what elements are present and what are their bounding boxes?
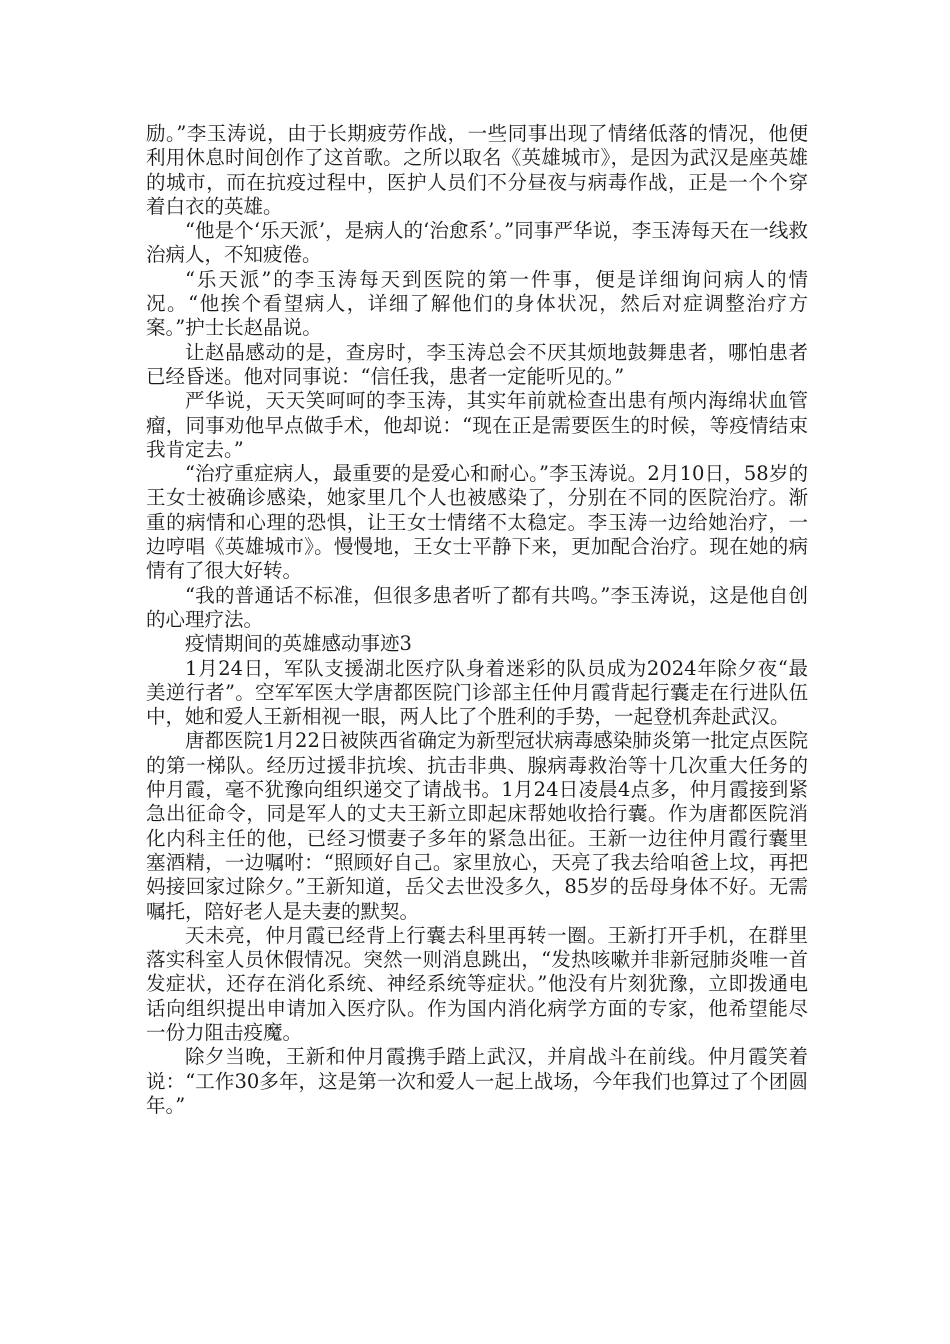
paragraph: “治疗重症病人，最重要的是爱心和耐心。”李玉涛说。2月10日，58岁的王女士被确诊感染，她家里几个人也被感染了，分别在不同的医院治疗。渐重的病情和心理的恐惧，让王女士情绪不太稳定。李玉涛一边给她治疗，一边哼唱《英雄城市》。慢慢地，王女士平静下来，更加配合治疗。现在她的病情有了很大好转。 <box>146 462 808 583</box>
paragraph: “乐天派”的李玉涛每天到医院的第一件事，便是详细询问病人的情况。“他挨个看望病人，详细了解他们的身体状况，然后对症调整治疗方案。”护士长赵晶说。 <box>146 267 808 340</box>
section-heading: 疫情期间的英雄感动事迹3 <box>185 632 412 656</box>
document-page <box>146 122 808 1118</box>
paragraph: 让赵晶感动的是，查房时，李玉涛总会不厌其烦地鼓舞患者，哪怕患者已经昏迷。他对同事说：“信任我，患者一定能听见的。” <box>146 340 808 388</box>
paragraph: 1月24日，军队支援湖北医疗队身着迷彩的队员成为2024年除夕夜“最美逆行者”。空军军医大学唐都医院门诊部主任仲月霞背起行囊走在行进队伍中，她和爱人王新相视一眼，两人比了个胜利的手势，一起登机奔赴武汉。 <box>146 656 808 729</box>
paragraph: 天未亮，仲月霞已经背上行囊去科里再转一圈。王新打开手机，在群里落实科室人员休假情况。突然一则消息跳出，“发热咳嗽并非新冠肺炎唯一首发症状，还存在消化系统、神经系统等症状。”他没有片刻犹豫，立即拨通电话向组织提出申请加入医疗队。作为国内消化病学方面的专家，他希望能尽一份力阻击疫魔。 <box>146 923 808 1044</box>
paragraph: “他是个‘乐天派’，是病人的‘治愈系’。”同事严华说，李玉涛每天在一线救治病人，不知疲倦。 <box>146 219 808 267</box>
paragraph-continuation: 励。”李玉涛说，由于长期疲劳作战，一些同事出现了情绪低落的情况，他便利用休息时间创作了这首歌。之所以取名《英雄城市》，是因为武汉是座英雄的城市，而在抗疫过程中，医护人员们不分昼夜与病毒作战，正是一个个穿着白衣的英雄。 <box>146 122 808 218</box>
paragraph: 除夕当晚，王新和仲月霞携手踏上武汉，并肩战斗在前线。仲月霞笑着说：“工作30多年，这是第一次和爱人一起上战场，今年我们也算过了个团圆年。” <box>146 1045 808 1117</box>
paragraph: “我的普通话不标准，但很多患者听了都有共鸣。”李玉涛说，这是他自创的心理疗法。 <box>146 583 808 631</box>
paragraph: 唐都医院1月22日被陕西省确定为新型冠状病毒感染肺炎第一批定点医院的第一梯队。经历过援非抗埃、抗击非典、腺病毒救治等十几次重大任务的仲月霞，毫不犹豫向组织递交了请战书。1月24日凌晨4点多，仲月霞接到紧急出征命令，同是军人的丈夫王新立即起床帮她收拾行囊。作为唐都医院消化内科主任的他，已经习惯妻子多年的紧急出征。王新一边往仲月霞行囊里塞酒精，一边嘱咐：“照顾好自己。家里放心，天亮了我去给咱爸上坟，再把妈接回家过除夕。”王新知道，岳父去世没多久，85岁的岳母身体不好。无需嘱托，陪好老人是夫妻的默契。 <box>146 729 808 923</box>
paragraph: 严华说，天天笑呵呵的李玉涛，其实年前就检查出患有颅内海绵状血管瘤，同事劝他早点做手术，他却说：“现在正是需要医生的时候，等疫情结束我肯定去。” <box>146 389 808 461</box>
